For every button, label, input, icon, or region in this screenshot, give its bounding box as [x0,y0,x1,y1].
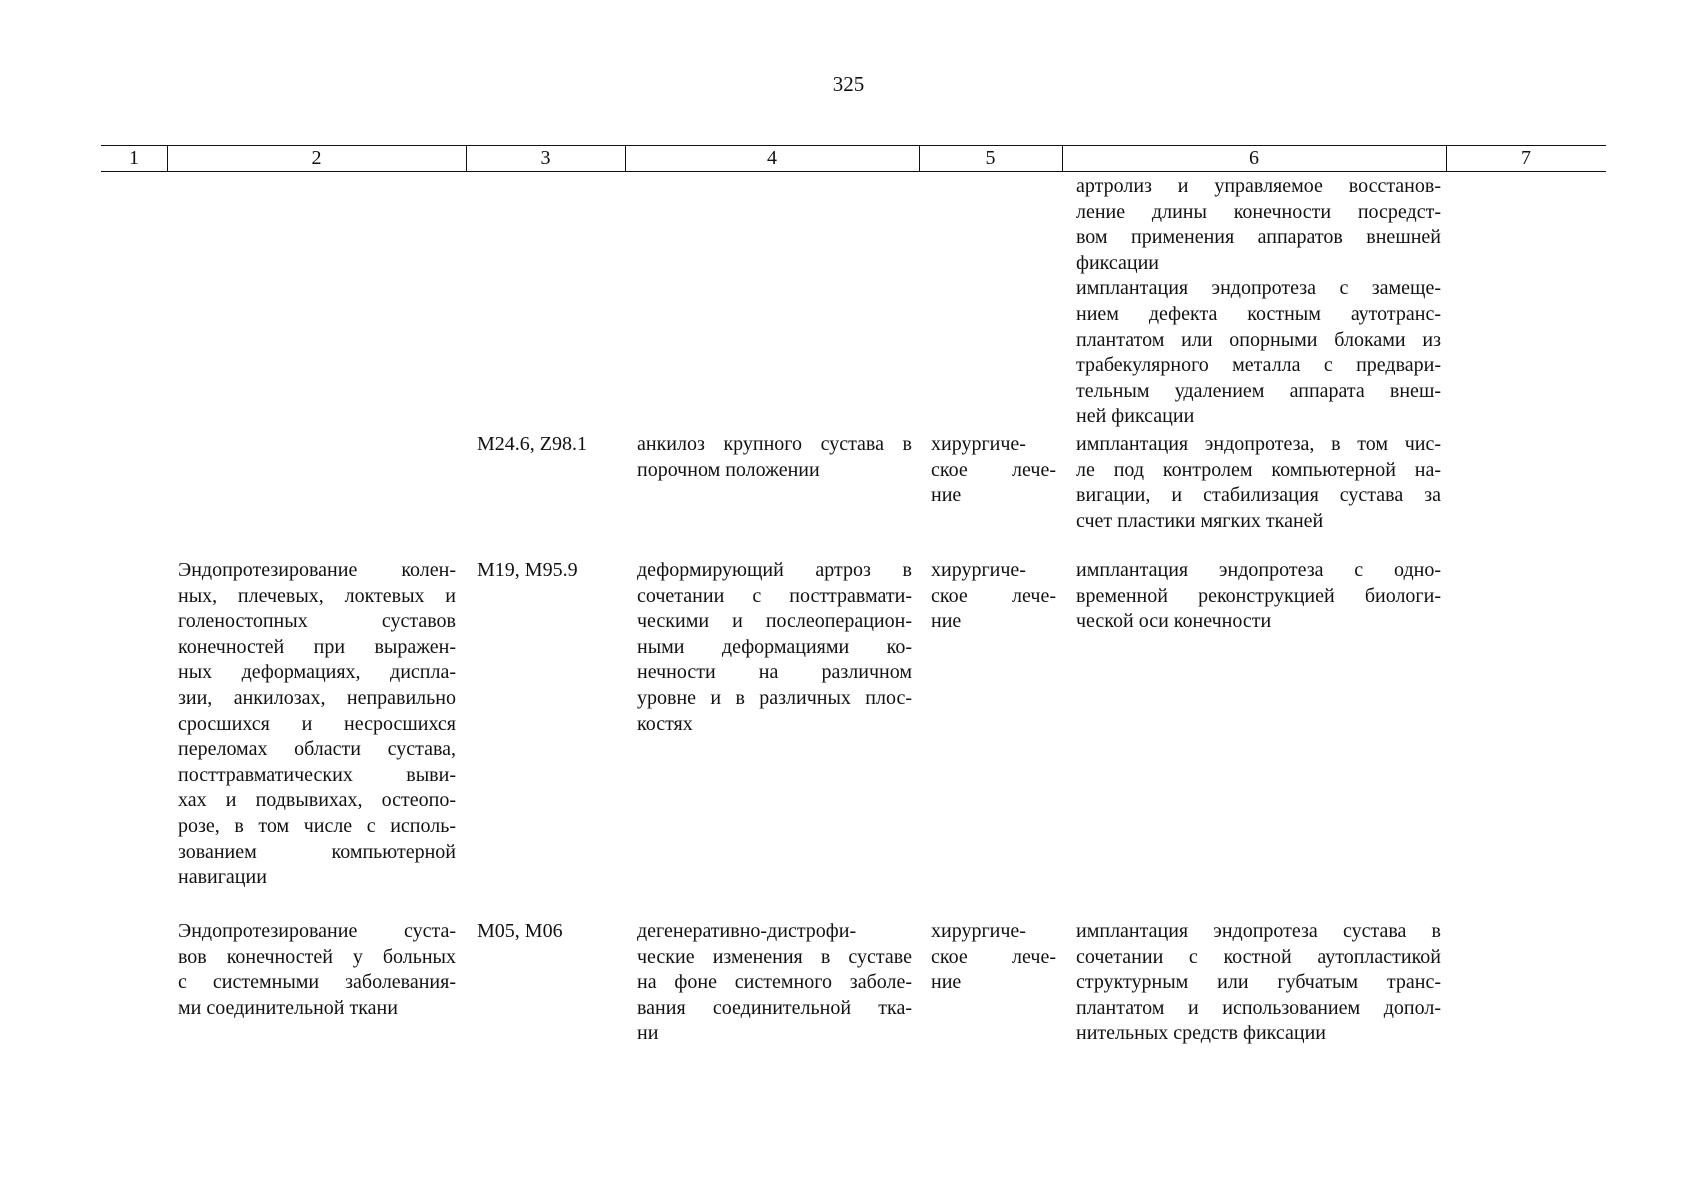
method-cell [1076,174,1441,430]
icd-code-cell [477,919,622,945]
text-line: костях [637,712,693,735]
text-line: порочном положении [637,458,820,481]
text-line: Эндопротезирование суста- [178,920,456,942]
icd-code: M19, M95.9 [477,559,578,581]
text-line: с системными заболевания- [178,971,456,994]
text-line: ных деформациях, диспла- [178,661,456,684]
text-line: ни [637,1022,659,1045]
diagnosis-cell [637,432,912,483]
method-cell [1076,432,1441,534]
procedure-name-cell [178,919,456,1021]
text-line: ных, плечевых, локтевых и [178,584,456,607]
text-line: ление длины конечности посредст- [1076,200,1441,223]
text-line: зии, анкилозах, неправильно [178,686,456,709]
text-line: ческой оси конечности [1076,610,1272,633]
text-line: хирургиче- [931,559,1026,581]
method-cell [1076,919,1441,1047]
text-line: трабекулярного металла с предвари- [1076,354,1441,377]
text-line: ние [931,971,962,994]
text-line: переломах области сустава, [178,738,456,761]
column-header-7: 7 [1521,147,1531,169]
text-line: имплантация эндопротеза с одно- [1076,559,1441,581]
page-number: 325 [832,72,865,96]
text-line: имплантация эндопротеза, в том чис- [1076,433,1441,455]
text-line: ней фиксации [1076,405,1195,428]
text-line: на фоне системного заболе- [637,971,912,994]
procedure-name-cell [178,558,456,891]
text-line: уровне и в различных плос- [637,686,912,709]
method-cell [1076,558,1441,635]
treatment-type-cell [931,558,1056,635]
text-line: вания соединительной тка- [637,996,912,1019]
treatment-type-cell [931,919,1056,996]
text-line: вигации, и стабилизация сустава за [1076,484,1441,507]
column-header-6: 6 [1249,147,1259,169]
text-line: навигации [178,866,267,889]
text-line: сочетании с костной аутопластикой [1076,945,1441,968]
text-line: хах и подвывихах, остеопо- [178,789,456,812]
text-line: фиксации [1076,251,1159,274]
text-line: ние [931,610,962,633]
text-line: ческими и послеоперацион- [637,610,912,633]
text-line: тельным удалением аппарата внеш- [1076,379,1441,402]
treatment-type-cell [931,432,1056,509]
text-line: зованием компьютерной [178,840,456,863]
text-line: плантатом и использованием допол- [1076,996,1441,1019]
text-line: деформирующий артроз в [637,559,912,581]
text-line: имплантация эндопротеза сустава в [1076,920,1441,942]
text-line: конечностей при выражен- [178,635,456,658]
icd-code-cell [477,432,622,458]
column-header-2: 2 [311,147,322,169]
text-line: артролиз и управляемое восстанов- [1076,175,1441,197]
text-line: имплантация эндопротеза с замеще- [1076,277,1441,300]
text-line: вов конечностей у больных [178,945,456,968]
column-header-1: 1 [129,147,139,169]
text-line: нительных средств фиксации [1076,1022,1326,1045]
text-line: ми соединительной ткани [178,996,398,1019]
diagnosis-cell [637,919,912,1047]
text-line: ское лече- [931,584,1056,607]
text-line: голеностопных суставов [178,610,456,633]
text-line: ское лече- [931,945,1056,968]
text-line: ле под контролем компьютерной на- [1076,458,1441,481]
icd-code: M05, M06 [477,920,563,942]
text-line: вом применения аппаратов внешней [1076,226,1441,249]
text-line: ское лече- [931,458,1056,481]
text-line: структурным или губчатым транс- [1076,971,1441,994]
text-line: ными деформациями ко- [637,635,912,658]
column-header-4: 4 [767,147,777,169]
text-line: Эндопротезирование колен- [178,559,456,581]
table-header-row [101,145,1606,172]
text-line: хирургиче- [931,920,1026,942]
text-line: нечности на различном [637,661,912,684]
text-line: ние [931,484,962,507]
column-header-5: 5 [985,147,996,169]
text-line: розе, в том числе с исполь- [178,814,456,837]
text-line: анкилоз крупного сустава в [637,433,912,455]
text-line: сросшихся и несросшихся [178,712,456,735]
text-line: нием дефекта костным аутотранс- [1076,302,1441,325]
text-line: временной реконструкцией биологи- [1076,584,1441,607]
diagnosis-cell [637,558,912,737]
text-line: посттравматических выви- [178,763,456,786]
icd-code-cell [477,558,622,584]
text-line: дегенеративно-дистрофи- [637,920,857,942]
column-header-3: 3 [540,147,551,169]
text-line: сочетании с посттравмати- [637,584,912,607]
text-line: хирургиче- [931,433,1026,455]
text-line: ческие изменения в суставе [637,945,912,968]
text-line: плантатом или опорными блоками из [1076,328,1441,351]
text-line: счет пластики мягких тканей [1076,509,1324,532]
icd-code: M24.6, Z98.1 [477,433,587,455]
